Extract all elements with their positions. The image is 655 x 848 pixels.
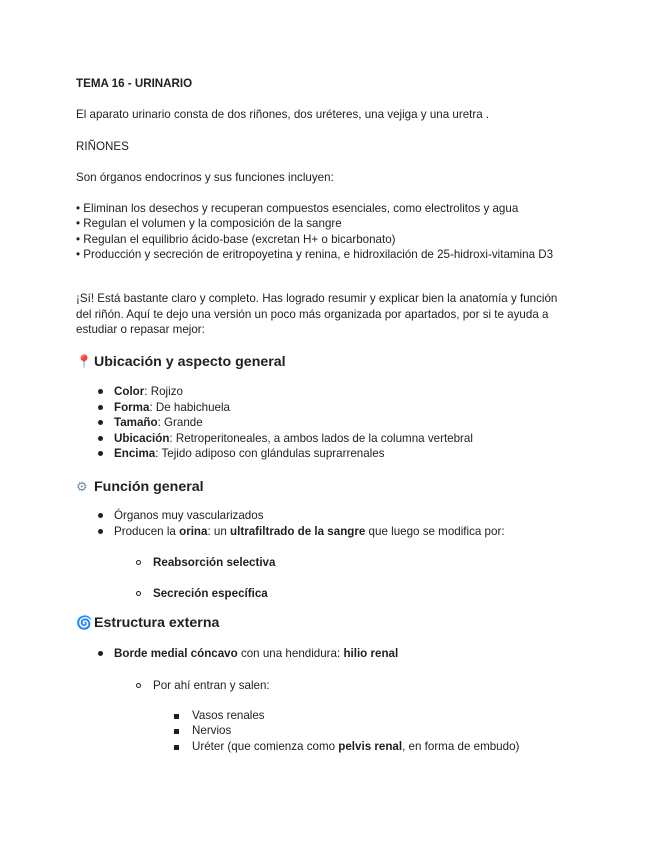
heading-funcion [76, 478, 204, 496]
bullet-square [174, 729, 179, 734]
list-item: Tamaño: Grande [114, 416, 203, 429]
heading-estructura [76, 614, 219, 632]
doc-title: TEMA 16 - URINARIO [76, 77, 193, 90]
sub-list-item: Por ahí entran y salen: [153, 679, 270, 692]
bullet-dot [98, 651, 103, 656]
sub-list-item: Reabsorción selectiva [153, 556, 276, 569]
bullet-circle [136, 683, 141, 688]
response-line: ¡Sí! Está bastante claro y completo. Has logrado resumir y explicar bien la anatomía y función [76, 292, 558, 305]
section-label: RIÑONES [76, 140, 129, 153]
bullet-dot [98, 529, 103, 534]
bullet-dot [98, 389, 103, 394]
bullet-dot [98, 451, 103, 456]
bullet-circle [136, 591, 141, 596]
function-item: • Producción y secreción de eritropoyetina y renina, e hidroxilación de 25-hidroxi-vitamina D3 [76, 248, 554, 261]
list-item: Forma: De habichuela [114, 401, 231, 414]
list-item: Órganos muy vascularizados [114, 509, 264, 522]
section-intro: Son órganos endocrinos y sus funciones incluyen: [76, 171, 334, 184]
gear-icon: ⚙ [76, 479, 88, 494]
function-item: • Regulan el volumen y la composición de la sangre [76, 217, 342, 230]
subsub-list-item: Nervios [192, 724, 232, 737]
pin-icon: 📍 [76, 354, 93, 369]
subsub-list-item: Vasos renales [192, 709, 265, 722]
bullet-square [174, 714, 179, 719]
subsub-list-item: Uréter (que comienza como pelvis renal, en forma de embudo) [192, 740, 520, 753]
list-item: Color: Rojizo [114, 385, 183, 398]
response-line: del riñón. Aquí te dejo una versión un poco más organizada por apartados, por si te ayuda a [76, 308, 549, 321]
sub-list-item: Secreción específica [153, 587, 268, 600]
bullet-circle [136, 560, 141, 565]
bullet-dot [98, 405, 103, 410]
function-item: • Eliminan los desechos y recuperan compuestos esenciales, como electrolitos y agua [76, 202, 519, 215]
bullet-dot [98, 420, 103, 425]
intro-paragraph: El aparato urinario consta de dos riñones, dos uréteres, una vejiga y una uretra . [76, 108, 490, 121]
bullet-square [174, 745, 179, 750]
function-item: • Regulan el equilibrio ácido-base (excretan H+ o bicarbonato) [76, 233, 396, 246]
heading-text: Función general [94, 479, 204, 495]
list-item: Borde medial cóncavo con una hendidura: hilio renal [114, 647, 399, 660]
heading-text: Ubicación y aspecto general [94, 354, 286, 370]
bullet-dot [98, 513, 103, 518]
heading-text: Estructura externa [94, 615, 220, 631]
list-item: Ubicación: Retroperitoneales, a ambos lados de la columna vertebral [114, 432, 473, 445]
response-line: estudiar o repasar mejor: [76, 323, 205, 336]
list-item: Encima: Tejido adiposo con glándulas suprarrenales [114, 447, 385, 460]
bullet-dot [98, 436, 103, 441]
spiral-icon: 🌀 [76, 615, 93, 630]
list-item: Producen la orina: un ultrafiltrado de la sangre que luego se modifica por: [114, 525, 505, 538]
heading-ubicacion [76, 353, 286, 371]
